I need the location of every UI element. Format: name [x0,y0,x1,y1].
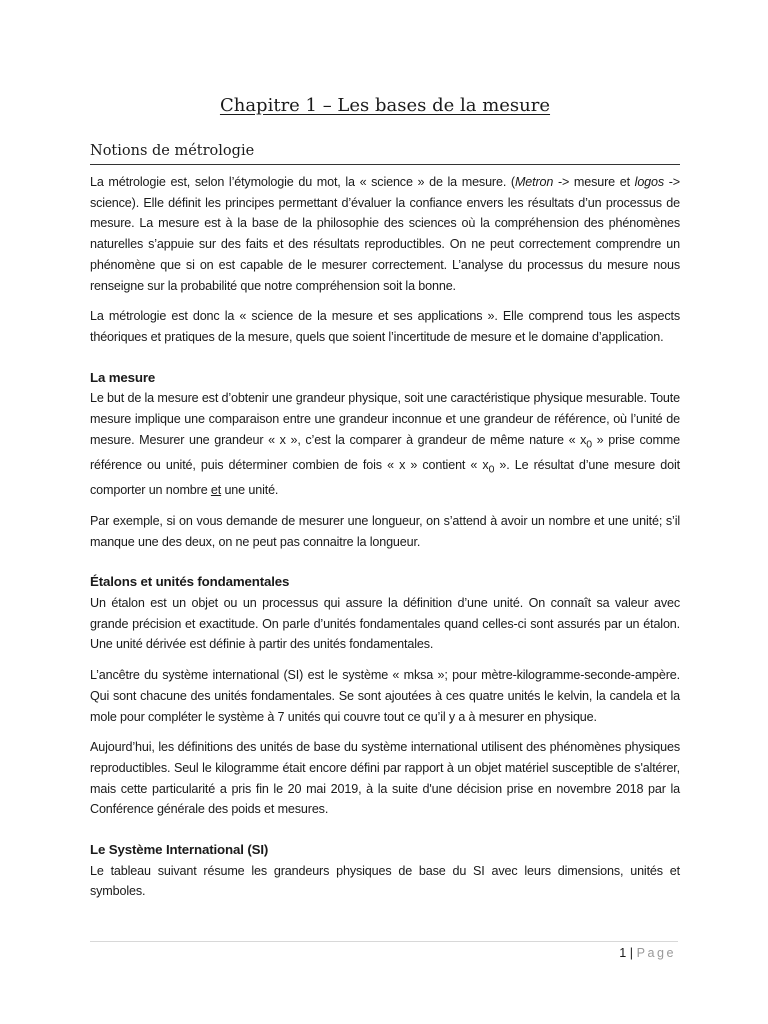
subscript: 0 [488,463,495,476]
page-footer [619,944,676,962]
document-body [90,172,680,902]
text-run: La métrologie est, selon l’étymologie du mot, la « science » de la mesure. ( [90,175,515,189]
etalons-paragraph-1: Un étalon est un objet ou un processus qui assure la définition d’une unité. On connaît sa valeur avec grande précision et exactitude. On parle d’unités fondamentales quand celles-ci sont assurés par un étalon. Une unité dérivée est définie à partir des unités fondamentales. [90,595,680,652]
si-heading: Le Système International (SI) [90,842,269,858]
text-run: » prise comme référence ou unité, puis déterminer combien de fois « x » contient « x [90,432,681,472]
text-run: -> science). Elle définit les principes permettant d’évaluer la confiance envers les résultats d’un processus de mesure. La mesure est à la base de la philosophie des sciences où la compréhension des phénomènes naturelles s’appuie sur des faits et des résultats reproductibles. On ne peut correctement comprendre un phénomène que si on est capable de le mesurer correctement. L’analyse du processus du mesure nous renseigne sur la probabilité que notre compréhension soit la bonne. [90,175,680,293]
footer-separator: | [629,946,634,960]
logos-term: logos [634,175,665,189]
mesure-heading: La mesure [90,369,156,385]
page-label: Page [636,946,676,960]
intro-paragraph-1 [90,172,680,296]
section-heading: Notions de métrologie [90,142,680,165]
text-run: ». Le résultat d’une mesure doit comporter un nombre [90,457,680,498]
metron-term: Metron [514,175,554,189]
subscript: 0 [586,438,592,451]
mesure-paragraph-2: Par exemple, si on vous demande de mesurer une longueur, on s’attend à avoir un nombre et une unité; s’il manque une des deux, on ne peut pas connaitre la longueur. [90,513,680,549]
mesure-paragraph-1 [90,388,680,501]
si-paragraph-1: Le tableau suivant résume les grandeurs physiques de base du SI avec leurs dimensions, unités et symboles. [90,863,680,899]
page-number: 1 [619,946,627,960]
text-run: Le but de la mesure est d’obtenir une grandeur physique, soit une caractéristique physique mesurable. Toute mesure implique une comparaison entre une grandeur inconnue et une grandeur de référence, où l’unité de mesure. Mesurer une grandeur « x », c’est la comparer à grandeur de même nature « x [90,391,680,447]
etalons-paragraph-2: L’ancêtre du système international (SI) est le système « mksa »; pour mètre-kilogramme-seconde-ampère. Qui sont chacune des unités fondamentales. Se sont ajoutées à ces quatre unités le kelvin, la candela et la mole pour compléter le système à 7 unités qui couvre tout ce qu’il y a à mesurer en physique. [90,668,680,724]
text-run: une unité. [221,483,279,498]
intro-paragraph-2: La métrologie est donc la « science de la mesure et ses applications ». Elle comprend tous les aspects théoriques et pratiques de la mesure, quels que soient l’incertitude de mesure et le domaine d’application. [90,309,680,344]
etalons-paragraph-3: Aujourd’hui, les définitions des unités de base du système international utilisent des phénomènes physiques reproductibles. Seul le kilogramme était encore défini par rapport à un objet matériel susceptible de s'altérer, mais cette particularité a pris fin le 20 mai 2019, à la suite d'une décision prise en novembre 2018 par la Conférence générale des poids et mesures. [90,740,680,817]
footer-divider [90,941,678,942]
underlined-et: et [210,483,222,498]
text-run: -> mesure et [553,175,635,189]
chapter-title: Chapitre 1 – Les bases de la mesure [219,95,551,116]
etalons-heading: Étalons et unités fondamentales [90,574,290,590]
